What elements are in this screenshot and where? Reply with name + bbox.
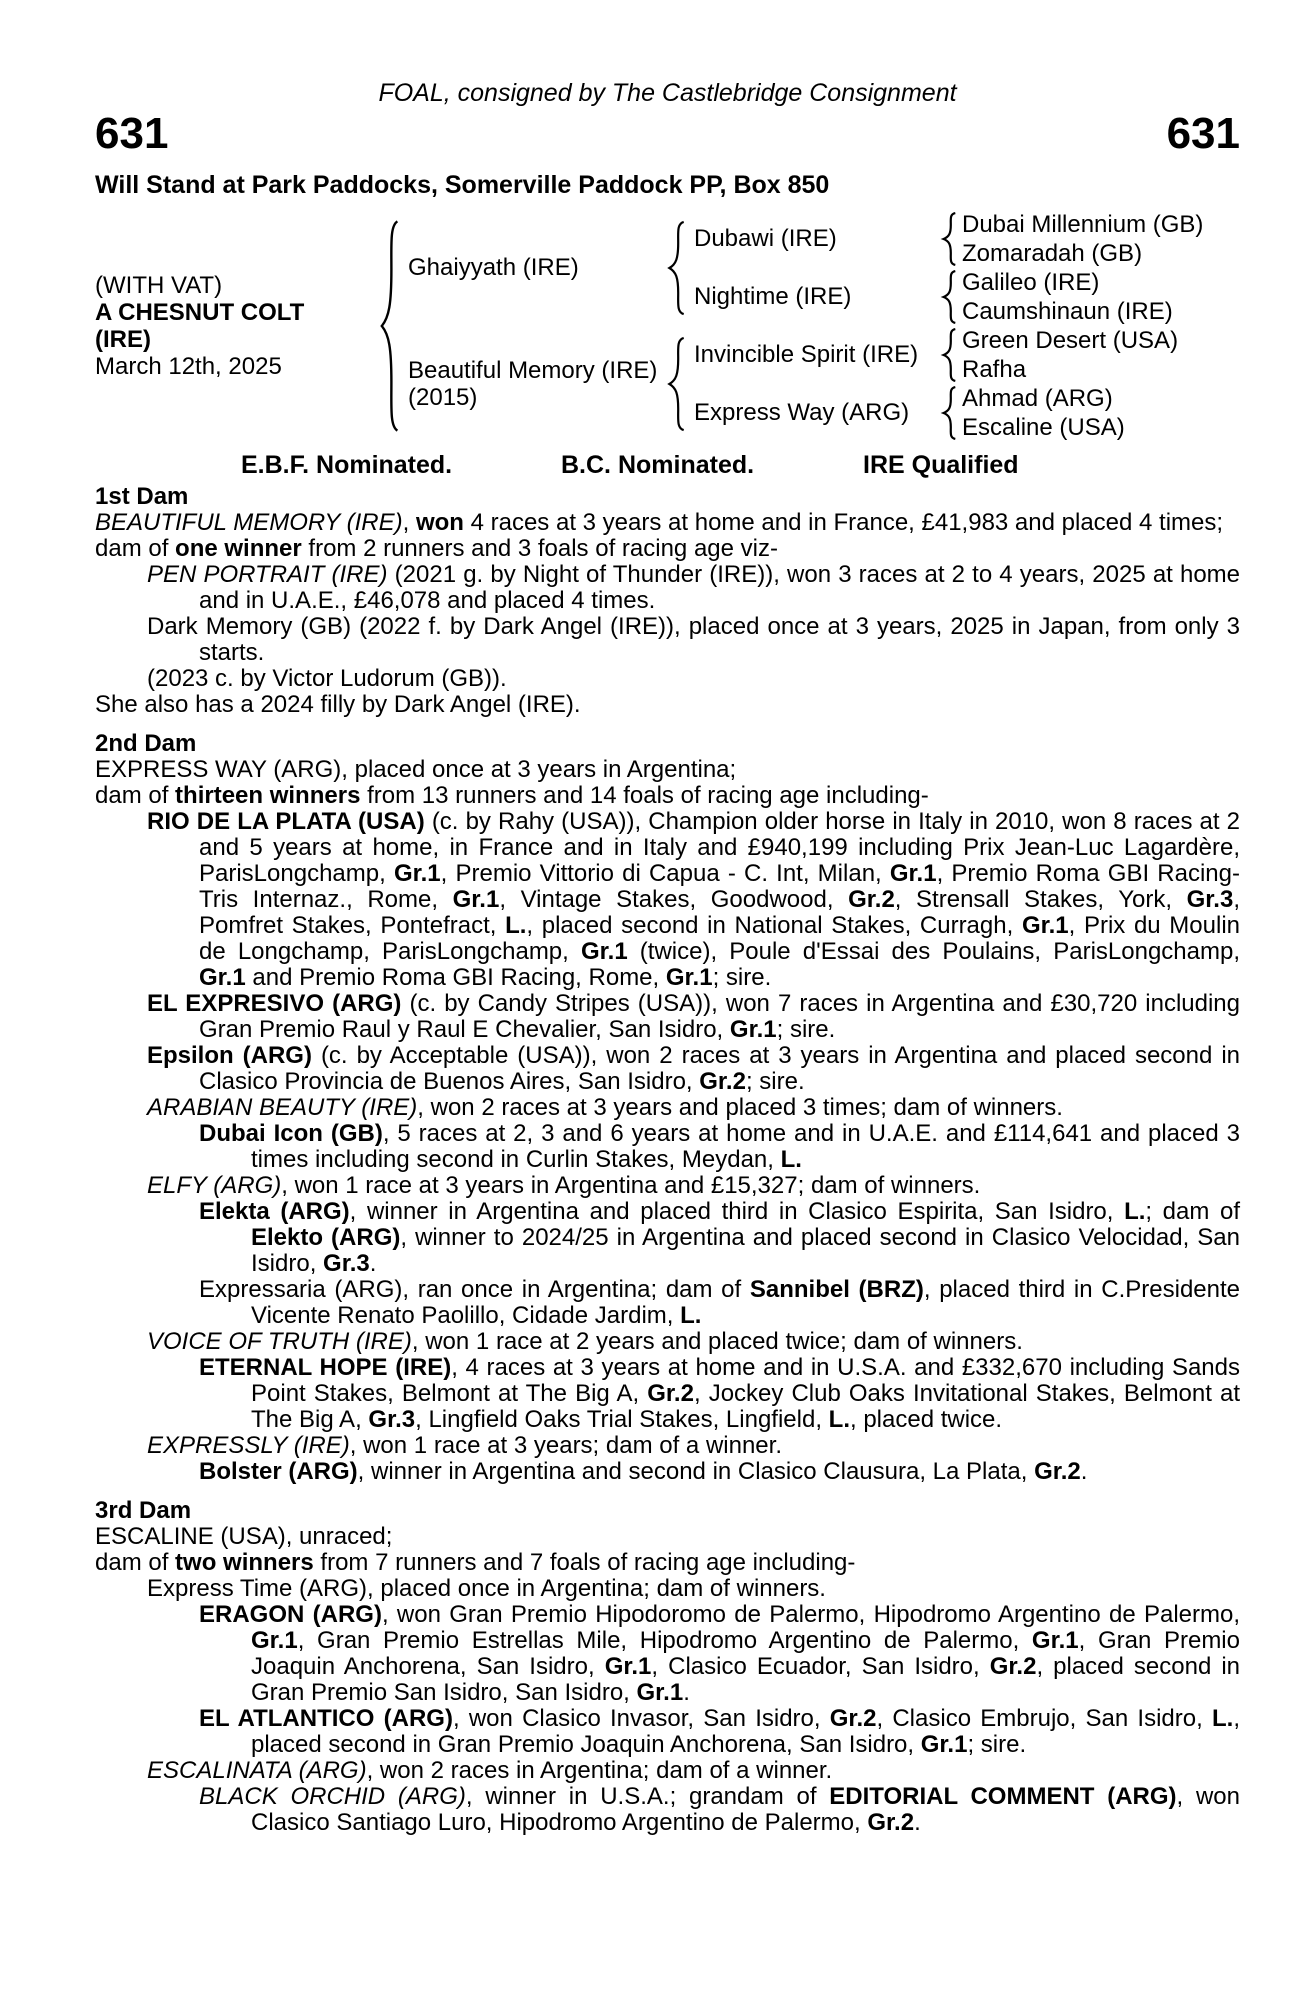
subject-block <box>95 272 370 380</box>
pedigree-paragraph: Dark Memory (GB) (2022 f. by Dark Angel (IRE)), placed once at 3 years, 2025 in Japan, from only 3 starts. <box>147 613 1240 666</box>
pedigree-paragraph: She also has a 2024 filly by Dark Angel (IRE). <box>95 691 581 718</box>
third-dam-section <box>95 1498 1240 1836</box>
pedigree-paragraph: ARABIAN BEAUTY (IRE), won 2 races at 3 years and placed 3 times; dam of winners. <box>147 1094 1063 1121</box>
pedigree-paragraph: Elekta (ARG), winner in Argentina and placed third in Clasico Espirita, San Isidro, L.; dam of Elekto (ARG), winner to 2024/25 in Argentina and placed second in Clasico Velocidad, San Isidro, Gr.3. <box>199 1198 1240 1277</box>
gen3-ancestor: Escaline (USA) <box>962 413 1125 441</box>
subject-name: A CHESNUT COLT <box>95 299 305 326</box>
damsire-name: Invincible Spirit (IRE) <box>694 341 919 368</box>
consignor-line: FOAL, consigned by The Castlebridge Consignment <box>378 79 957 107</box>
dam-section-heading: 2nd Dam <box>95 730 197 757</box>
pedigree-paragraph: EL EXPRESIVO (ARG) (c. by Candy Stripes (USA)), won 7 races in Argentina and £30,720 including Gran Premio Raul y Raul E Chevalier, San Isidro, Gr.1; sire. <box>147 990 1240 1043</box>
second-dam-name: Express Way (ARG) <box>694 399 910 426</box>
gen3-ancestor: Galileo (IRE) <box>962 268 1100 296</box>
stand-location-line: Will Stand at Park Paddocks, Somerville Paddock PP, Box 850 <box>95 171 830 199</box>
pedigree-paragraph: BLACK ORCHID (ARG), winner in U.S.A.; grandam of EDITORIAL COMMENT (ARG), won Clasico Santiago Luro, Hipodromo Argentino de Palermo, Gr.2. <box>199 1783 1240 1836</box>
pedigree-paragraph: ELFY (ARG), won 1 race at 3 years in Argentina and £15,327; dam of winners. <box>147 1172 981 1199</box>
lot-number-row <box>95 110 1240 158</box>
lot-number-left: 631 <box>95 109 169 158</box>
pedigree-paragraph: RIO DE LA PLATA (USA) (c. by Rahy (USA)), Champion older horse in Italy in 2010, won 8 races at 2 and 5 years at home, in France and in Italy and £940,199 including Prix Jean-Luc Lagardère, ParisLongchamp, Gr.1, Premio Vittorio di Capua - C. Int, Milan, Gr.1, Premio Roma GBI Racing-Tris Internaz., Rome, Gr.1, Vintage Stakes, Goodwood, Gr.2, Strensall Stakes, York, Gr.3, Pomfret Stakes, Pontefract, L., placed second in National Stakes, Curragh, Gr.1, Prix du Moulin de Longchamp, ParisLongchamp, Gr.1 (twice), Poule d'Essai des Poulains, ParisLongchamp, Gr.1 and Premio Roma GBI Racing, Rome, Gr.1; sire. <box>147 808 1241 991</box>
dam-year: (2015) <box>408 384 478 411</box>
gen3-brace-icon <box>936 210 962 268</box>
dam-parents-brace-icon <box>658 326 694 442</box>
pedigree-paragraph: dam of two winners from 7 runners and 7 foals of racing age including- <box>95 1549 856 1576</box>
pedigree-paragraph: VOICE OF TRUTH (IRE), won 1 race at 2 years and placed twice; dam of winners. <box>147 1328 1023 1355</box>
granddam-name: Nightime (IRE) <box>694 283 852 310</box>
gen3-brace-icon <box>936 326 962 384</box>
generation1-brace-icon <box>370 210 408 442</box>
lot-number-right: 631 <box>1166 109 1240 158</box>
dam-section-heading: 1st Dam <box>95 483 189 510</box>
bc-nomination: B.C. Nominated. <box>561 451 755 479</box>
ebf-nomination: E.B.F. Nominated. <box>241 451 453 479</box>
gen3-ancestor: Green Desert (USA) <box>962 326 1179 354</box>
pedigree-paragraph: Dubai Icon (GB), 5 races at 2, 3 and 6 years at home and in U.A.E. and £114,641 and placed 3 times including second in Curlin Stakes, Meydan, L. <box>199 1120 1240 1173</box>
gen3-brace-icon <box>936 384 962 442</box>
foal-date: March 12th, 2025 <box>95 353 282 380</box>
pedigree-paragraph: (2023 c. by Victor Ludorum (GB)). <box>147 665 507 692</box>
subject-suffix: (IRE) <box>95 326 151 353</box>
pedigree-text-body <box>95 484 1240 1836</box>
second-dam-section <box>95 731 1240 1485</box>
pedigree-paragraph: Bolster (ARG), winner in Argentina and second in Clasico Clausura, La Plata, Gr.2. <box>199 1458 1088 1485</box>
gen3-brace-icon <box>936 268 962 326</box>
pedigree-paragraph: dam of thirteen winners from 13 runners and 14 foals of racing age including- <box>95 782 929 809</box>
dam-name: Beautiful Memory (IRE) <box>408 357 658 384</box>
dam-section-heading: 3rd Dam <box>95 1497 192 1524</box>
ire-qualified: IRE Qualified <box>863 451 1019 479</box>
pedigree-paragraph: ESCALINE (USA), unraced; <box>95 1523 393 1550</box>
dam-name-block <box>408 357 658 411</box>
pedigree-paragraph: EL ATLANTICO (ARG), won Clasico Invasor, San Isidro, Gr.2, Clasico Embrujo, San Isidro, L., placed second in Gran Premio Joaquin Anchorena, San Isidro, Gr.1; sire. <box>199 1705 1241 1758</box>
pedigree-paragraph: Epsilon (ARG) (c. by Acceptable (USA)), won 2 races at 3 years in Argentina and placed second in Clasico Provincia de Buenos Aires, San Isidro, Gr.2; sire. <box>147 1042 1241 1095</box>
gen3-ancestor: Caumshinaun (IRE) <box>962 297 1173 325</box>
pedigree-chart <box>95 210 1240 442</box>
sire-name: Ghaiyyath (IRE) <box>408 254 579 281</box>
pedigree-paragraph: EXPRESSLY (IRE), won 1 race at 3 years; dam of a winner. <box>147 1432 782 1459</box>
vat-label: (WITH VAT) <box>95 272 223 299</box>
first-dam-section <box>95 484 1240 718</box>
sire-parents-brace-icon <box>658 210 694 326</box>
gen3-ancestor: Dubai Millennium (GB) <box>962 210 1204 238</box>
pedigree-paragraph: BEAUTIFUL MEMORY (IRE), won 4 races at 3 years at home and in France, £41,983 and placed 4 times; <box>95 509 1224 536</box>
nominations-line <box>95 452 1240 478</box>
pedigree-paragraph: ESCALINATA (ARG), won 2 races in Argentina; dam of a winner. <box>147 1757 833 1784</box>
gen3-ancestor: Zomaradah (GB) <box>962 239 1143 267</box>
pedigree-paragraph: Express Time (ARG), placed once in Argentina; dam of winners. <box>147 1575 826 1602</box>
pedigree-paragraph: EXPRESS WAY (ARG), placed once at 3 years in Argentina; <box>95 756 737 783</box>
pedigree-paragraph: PEN PORTRAIT (IRE) (2021 g. by Night of Thunder (IRE)), won 3 races at 2 to 4 years, 2025 at home and in U.A.E., £46,078 and placed 4 times. <box>147 561 1241 614</box>
pedigree-paragraph: Expressaria (ARG), ran once in Argentina; dam of Sannibel (BRZ), placed third in C.Presidente Vicente Renato Paolillo, Cidade Jardim, L. <box>199 1276 1240 1329</box>
pedigree-paragraph: ETERNAL HOPE (IRE), 4 races at 3 years at home and in U.S.A. and £332,670 including Sands Point Stakes, Belmont at The Big A, Gr.2, Jockey Club Oaks Invitational Stakes, Belmont at The Big A, Gr.3, Lingfield Oaks Trial Stakes, Lingfield, L., placed twice. <box>199 1354 1241 1433</box>
gen3-ancestor: Rafha <box>962 355 1027 383</box>
gen3-ancestor: Ahmad (ARG) <box>962 384 1113 412</box>
pedigree-paragraph: dam of one winner from 2 runners and 3 foals of racing age viz- <box>95 535 778 562</box>
grandsire-name: Dubawi (IRE) <box>694 225 837 252</box>
pedigree-paragraph: ERAGON (ARG), won Gran Premio Hipodoromo de Palermo, Hipodromo Argentino de Palermo, Gr.1, Gran Premio Estrellas Mile, Hipodromo Argentino de Palermo, Gr.1, Gran Premio Joaquin Anchorena, San Isidro, Gr.1, Clasico Ecuador, San Isidro, Gr.2, placed second in Gran Premio San Isidro, San Isidro, Gr.1. <box>199 1601 1241 1706</box>
